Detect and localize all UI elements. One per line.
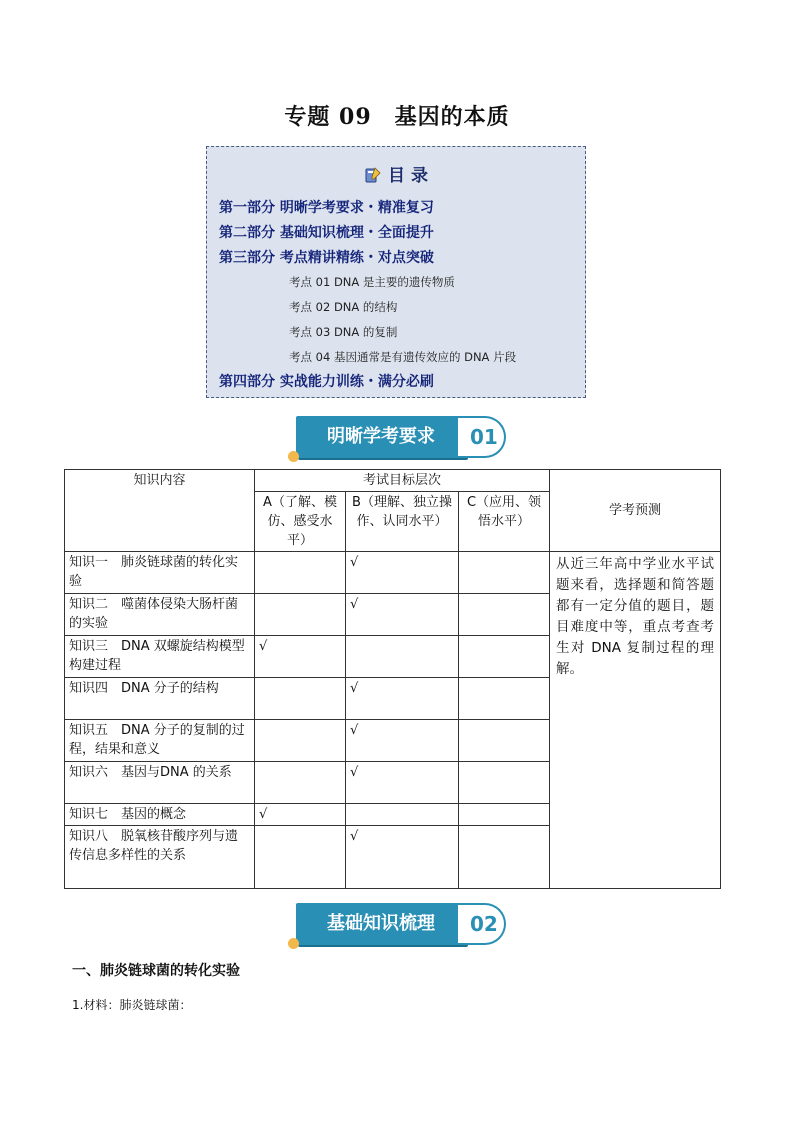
toc-part-4[interactable]: 第四部分 实战能力训练・满分必刷: [219, 374, 434, 390]
level-b-cell: [346, 636, 459, 678]
level-c-cell: [459, 762, 550, 804]
banner-number: 02: [470, 912, 498, 936]
level-a-cell: [255, 826, 346, 889]
level-a-cell: [255, 678, 346, 720]
section-banner-2: [288, 903, 518, 947]
level-b-cell: √: [346, 552, 459, 594]
level-c-cell: [459, 826, 550, 889]
header-goal: 考试目标层次: [255, 470, 550, 492]
level-a-cell: √: [255, 804, 346, 826]
toc-sub-2[interactable]: 考点 02 DNA 的结构: [289, 300, 398, 314]
level-b-cell: √: [346, 762, 459, 804]
level-c-cell: [459, 594, 550, 636]
level-a-cell: [255, 552, 346, 594]
banner-label: 明晰学考要求: [327, 426, 435, 447]
toc-sub-1[interactable]: 考点 01 DNA 是主要的遗传物质: [289, 275, 455, 289]
page-title: 专题 09 基因的本质: [284, 104, 510, 130]
header-level-a: A（了解、模仿、感受水平）: [255, 492, 346, 552]
toc-sub-4[interactable]: 考点 04 基因通常是有遗传效应的 DNA 片段: [289, 350, 517, 364]
banner-label: 基础知识梳理: [327, 913, 435, 934]
prediction-text: 从近三年高中学业水平试题来看，选择题和简答题都有一定分值的题目，题目难度中等，重点考查考生对 DNA 复制过程的理解。: [550, 552, 721, 889]
level-b-cell: √: [346, 720, 459, 762]
level-c-cell: [459, 552, 550, 594]
level-b-cell: √: [346, 678, 459, 720]
banner-dot: [288, 938, 299, 949]
paragraph: 1.材料：肺炎链球菌：: [72, 998, 192, 1012]
knowledge-item: 知识一 肺炎链球菌的转化实验: [65, 552, 255, 594]
requirements-table: [64, 469, 721, 889]
knowledge-item: 知识四 DNA 分子的结构: [65, 678, 255, 720]
section-banner-1: [288, 416, 518, 460]
knowledge-item: 知识三 DNA 双螺旋结构模型构建过程: [65, 636, 255, 678]
pencil-book-icon: [364, 166, 382, 184]
level-c-cell: [459, 720, 550, 762]
toc-sub-3[interactable]: 考点 03 DNA 的复制: [289, 325, 398, 339]
toc-heading-text: 目 录: [388, 166, 428, 186]
knowledge-item: 知识六 基因与DNA 的关系: [65, 762, 255, 804]
knowledge-item: 知识五 DNA 分子的复制的过程，结果和意义: [65, 720, 255, 762]
level-b-cell: √: [346, 826, 459, 889]
level-a-cell: [255, 762, 346, 804]
level-c-cell: [459, 636, 550, 678]
header-level-b: B（理解、独立操作、认同水平）: [346, 492, 459, 552]
toc-part-1[interactable]: 第一部分 明晰学考要求・精准复习: [219, 200, 434, 216]
level-b-cell: √: [346, 594, 459, 636]
level-a-cell: [255, 720, 346, 762]
level-b-cell: [346, 804, 459, 826]
level-a-cell: √: [255, 636, 346, 678]
section-heading: 一、肺炎链球菌的转化实验: [72, 963, 240, 979]
header-prediction: 学考预测: [550, 470, 721, 552]
toc-heading: [207, 161, 585, 186]
toc-part-3[interactable]: 第三部分 考点精讲精练・对点突破: [219, 250, 434, 266]
header-content: 知识内容: [65, 470, 255, 552]
table-row: [65, 552, 721, 594]
table-of-contents: [206, 146, 586, 398]
level-c-cell: [459, 804, 550, 826]
banner-number: 01: [470, 425, 498, 449]
knowledge-item: 知识二 噬菌体侵染大肠杆菌的实验: [65, 594, 255, 636]
level-c-cell: [459, 678, 550, 720]
banner-dot: [288, 451, 299, 462]
header-level-c: C（应用、领悟水平）: [459, 492, 550, 552]
knowledge-item: 知识七 基因的概念: [65, 804, 255, 826]
toc-part-2[interactable]: 第二部分 基础知识梳理・全面提升: [219, 225, 434, 241]
knowledge-item: 知识八 脱氧核苷酸序列与遗传信息多样性的关系: [65, 826, 255, 889]
level-a-cell: [255, 594, 346, 636]
